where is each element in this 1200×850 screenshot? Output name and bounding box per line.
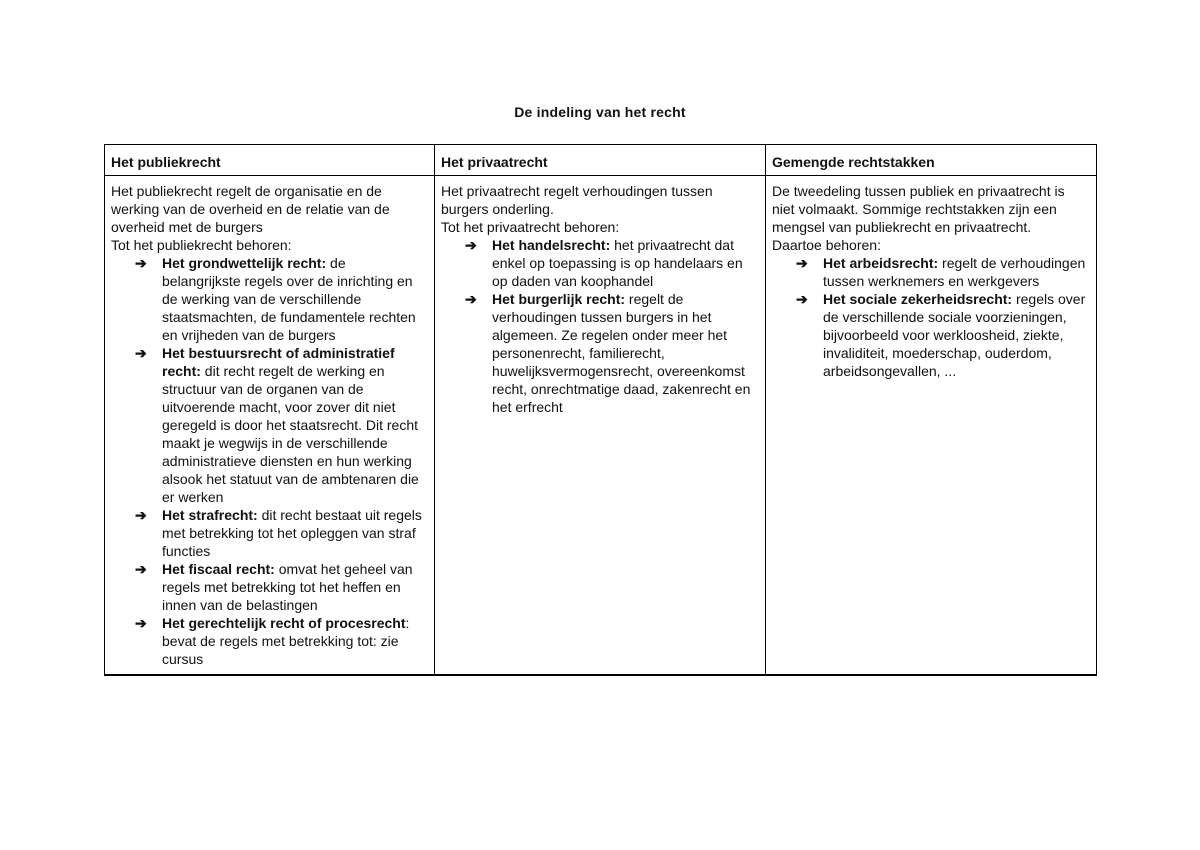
item-term: Het sociale zekerheidsrecht: [823, 291, 1013, 307]
item-text: omvat het geheel van regels met betrekking tot het heffen en innen van de belastingen [162, 561, 413, 613]
item-term: Het burgerlijk recht: [492, 291, 626, 307]
arrow-icon: ➔ [135, 615, 147, 631]
item-term: Het grondwettelijk recht: [162, 255, 327, 271]
document-title: De indeling van het recht [514, 104, 686, 120]
item-term: Het fiscaal recht: [162, 561, 275, 577]
cell-publiekrecht [105, 176, 435, 676]
arrow-icon: ➔ [135, 345, 147, 361]
law-division-table [104, 144, 1097, 676]
lead-text: Tot het publiekrecht behoren: [111, 237, 292, 253]
arrow-icon: ➔ [796, 291, 808, 307]
intro-text: Het privaatrecht regelt verhoudingen tussen burgers onderling. [441, 183, 713, 217]
item-list [441, 236, 759, 416]
item-term: Het strafrecht: [162, 507, 258, 523]
arrow-icon: ➔ [465, 237, 477, 253]
arrow-icon: ➔ [465, 291, 477, 307]
item-term: Het handelsrecht: [492, 237, 611, 253]
cell-gemengde-rechtstakken [766, 176, 1097, 676]
arrow-icon: ➔ [796, 255, 808, 271]
item-text: dit recht regelt de werking en structuur van de organen van de uitvoerende macht, voor zover dit niet geregeld is door het staatsrecht. Dit recht maakt je wegwijs in de verschillende administratieve diensten en hun werking alsook het statuut van de ambtenaren die er werken [162, 363, 419, 505]
item-text: dit recht bestaat uit regels met betrekking tot het opleggen van straf functies [162, 507, 422, 559]
column-header-publiekrecht: Het publiekrecht [105, 145, 435, 176]
item-text: de belangrijkste regels over de inrichting en de werking van de verschillende staatsmachten, de fundamentele rechten en vrijheden van de burgers [162, 255, 416, 343]
list-item [135, 254, 428, 344]
item-text: regels over de verschillende sociale voorzieningen, bijvoorbeeld voor werkloosheid, ziekte, invaliditeit, moederschap, ouderdom, arbeidsongevallen, ... [823, 291, 1086, 379]
body-row [105, 176, 1097, 676]
list-item [465, 290, 759, 416]
column-header-privaatrecht: Het privaatrecht [435, 145, 766, 176]
item-list [111, 254, 428, 668]
intro-text: Het publiekrecht regelt de organisatie en de werking van de overheid en de relatie van de overheid met de burgers [111, 183, 390, 235]
list-item [465, 236, 759, 290]
list-item [796, 254, 1090, 290]
list-item [796, 290, 1090, 380]
arrow-icon: ➔ [135, 255, 147, 271]
item-text: regelt de verhoudingen tussen werknemers en werkgevers [823, 255, 1086, 289]
item-list [772, 254, 1090, 380]
list-item [135, 506, 428, 560]
arrow-icon: ➔ [135, 507, 147, 523]
lead-text: Daartoe behoren: [772, 237, 881, 253]
header-row [105, 145, 1097, 176]
item-text: regelt de verhoudingen tussen burgers in het algemeen. Ze regelen onder meer het personenrecht, familierecht, huwelijksvermogensrecht, overeenkomst recht, onrechtmatige daad, zakenrecht en het erfrecht [492, 291, 751, 415]
item-term: Het gerechtelijk recht of procesrecht [162, 615, 406, 631]
item-text: : bevat de regels met betrekking tot: zie cursus [162, 615, 410, 667]
list-item [135, 560, 428, 614]
list-item [135, 614, 428, 668]
list-item [135, 344, 428, 506]
column-header-gemengde-rechtstakken: Gemengde rechtstakken [766, 145, 1097, 176]
intro-text: De tweedeling tussen publiek en privaatrecht is niet volmaakt. Sommige rechtstakken zijn een mengsel van publiekrecht en privaatrecht. [772, 183, 1065, 235]
arrow-icon: ➔ [135, 561, 147, 577]
item-term: Het bestuursrecht of administratief recht: [162, 345, 395, 379]
item-text: het privaatrecht dat enkel op toepassing is op handelaars en op daden van koophandel [492, 237, 743, 289]
lead-text: Tot het privaatrecht behoren: [441, 219, 620, 235]
item-term: Het arbeidsrecht: [823, 255, 939, 271]
cell-privaatrecht [435, 176, 766, 676]
